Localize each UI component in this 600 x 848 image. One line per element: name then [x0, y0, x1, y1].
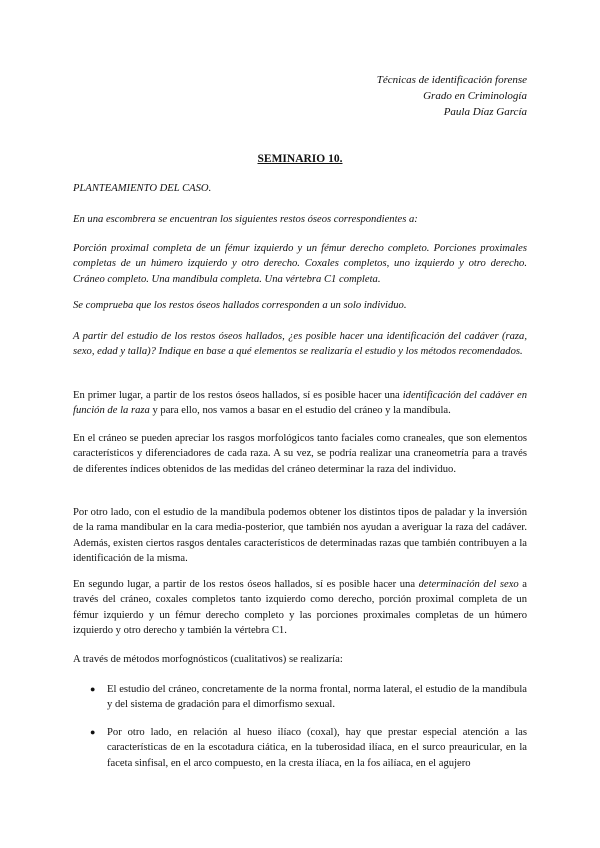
case-question: A partir del estudio de los restos óseos hallados, ¿es posible hacer una identificación del cadáver (raza, sexo, edad y talla)? Indique en base a qué elementos se realizaría el estudio y los métodos recomendados. [73, 331, 527, 358]
answer-race-emphasis: identificación del cadáver en función de la raza [73, 390, 528, 417]
page-header [377, 72, 527, 120]
answer-race-paragraph [73, 388, 527, 419]
course-name: Técnicas de identificación forense [376, 74, 527, 86]
answer-race-text-end: y para ello, nos vamos a basar en el estudio del cráneo y la mandíbula. [149, 405, 451, 417]
case-remains: Porción proximal completa de un fémur izquierdo y un fémur derecho completo. Porciones proximales completas de un húmero izquierdo y otro derecho. Coxales completos, uno izquierdo y otro derecho. Cráneo completo. Una mandíbula completa. Una vértebra C1 completa. [73, 243, 527, 285]
answer-race-text: En primer lugar, a partir de los restos óseos hallados, sí es posible hacer una [73, 390, 403, 401]
answer-sex-text-end: a través del cráneo, coxales completos tanto izquierdo como derecho, porción proximal completa de un fémur izquierdo y un fémur derecho completo y las porciones proximales completas de un húmero izquierdo y otro derecho y también la vértebra C1. [73, 579, 527, 636]
bullet-icon: ● [90, 684, 96, 694]
answer-methods-paragraph: A través de métodos morfognósticos (cualitativos) se realizaría: [73, 654, 343, 665]
page-title: SEMINARIO 10. [257, 153, 343, 165]
answer-sex-text: En segundo lugar, a partir de los restos óseos hallados, sí es posible hacer una [73, 579, 419, 590]
answer-mandible-paragraph: Por otro lado, con el estudio de la mandíbula podemos obtener los distintos tipos de paladar y la inversión de la rama mandibular en la cara media-posterior, que también nos ayudan a averiguar la raza del cadáver. Además, existen ciertos rasgos dentales característicos de determinadas razas que también contribuyen a la identificación de la misma. [73, 507, 527, 564]
answer-skull-paragraph: En el cráneo se pueden apreciar los rasgos morfológicos tanto faciales como craneales, que son elementos característicos y diferenciadores de cada raza. A su vez, se podría realizar una craneometría para a través de diferentes índices obtenidos de las medidas del cráneo determinar la raza del individuo. [73, 433, 527, 475]
case-heading: PLANTEAMIENTO DEL CASO. [73, 183, 212, 194]
case-intro: En una escombrera se encuentran los siguientes restos óseos correspondientes a: [73, 214, 418, 225]
answer-sex-emphasis: determinación del sexo [418, 579, 519, 590]
bullet-icon: ● [90, 727, 96, 737]
author-name: Paula Díaz García [443, 106, 527, 118]
case-single-individual: Se comprueba que los restos óseos hallados corresponden a un solo individuo. [73, 300, 407, 311]
list-item-text: El estudio del cráneo, concretamente de la norma frontal, norma lateral, el estudio de la mandíbula y del sistema de gradación para el dimorfismo sexual. [107, 684, 527, 711]
degree-name: Grado en Criminología [423, 90, 527, 102]
answer-sex-paragraph [73, 577, 527, 638]
list-item-text: Por otro lado, en relación al hueso ilíaco (coxal), hay que prestar especial atención a las características de en la escotadura ciática, en la tuberosidad ilíaca, en el surco preauricular, en la faceta sinfisal, en el arco compuesto, en la cresta ilíaca, en la fos ailíaca, en el agujero [107, 727, 527, 769]
